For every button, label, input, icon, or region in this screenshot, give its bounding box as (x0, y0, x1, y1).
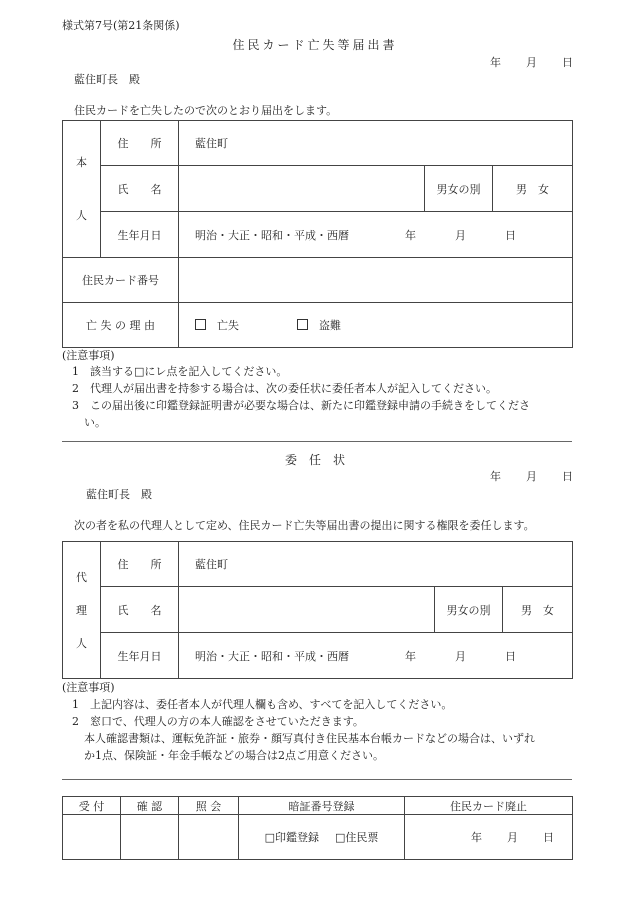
office-card-abolition-cell[interactable] (405, 815, 573, 860)
proxy-date-day-label: 日 (562, 470, 573, 483)
proxy-title: 委 任 状 (284, 453, 345, 467)
notes2-item: 1 上記内容は、委任者本人が代理人欄も含め、すべてを記入してください。 (72, 698, 453, 711)
date-year-label: 年 (490, 56, 501, 69)
proxy-name-label: 氏 名 (101, 587, 179, 633)
form-number: 様式第7号(第21条関係) (62, 19, 180, 32)
birth-day-label: 日 (505, 228, 516, 242)
office-inquiry-cell[interactable] (179, 815, 239, 860)
addressee: 藍住町長 殿 (74, 73, 140, 86)
date-month-label: 月 (526, 56, 537, 69)
resident-record-option[interactable]: □住民票 (335, 831, 379, 844)
notes2-detail: か1点、保険証・年金手帳などの場合は2点ご用意ください。 (84, 749, 384, 762)
notes2-heading: (注意事項) (62, 681, 115, 694)
applicant-side-label: 本 人 (63, 121, 101, 258)
divider (62, 779, 572, 780)
proxy-birthdate-label: 生年月日 (101, 633, 179, 679)
proxy-address-label: 住 所 (101, 542, 179, 587)
seal-registration-option[interactable]: □印鑑登録 (264, 831, 319, 844)
notes2-item: 2 窓口で、代理人の方の本人確認をさせていただきます。 (72, 715, 364, 728)
notes1-item: 1 該当する□にレ点を記入してください。 (72, 365, 288, 378)
notes1-item: 3 この届出後に印鑑登録証明書が必要な場合は、新たに印鑑登録申請の手続きをしてくださ (72, 399, 530, 412)
proxy-gender-field[interactable]: 男 女 (503, 587, 573, 633)
proxy-birth-month-label: 月 (455, 649, 466, 663)
name-field[interactable] (179, 166, 425, 212)
birth-year-label: 年 (405, 228, 416, 242)
proxy-side-label: 代 理 人 (63, 542, 101, 679)
intro-text: 住民カードを亡失したので次のとおり届出をします。 (74, 104, 338, 117)
proxy-statement: 次の者を私の代理人として定め、住民カード亡失等届出書の提出に関する権限を委任します。 (74, 519, 535, 532)
office-header-inquiry: 照 会 (179, 797, 239, 815)
office-confirmation-cell[interactable] (121, 815, 179, 860)
reason-label: 亡 失 の 理 由 (63, 303, 179, 348)
applicant-table (62, 120, 573, 348)
card-number-label: 住民カード番号 (63, 258, 179, 303)
office-reception-cell[interactable] (63, 815, 121, 860)
proxy-date-month-label: 月 (526, 470, 537, 483)
birthdate-label: 生年月日 (101, 212, 179, 258)
notes1-heading: (注意事項) (62, 349, 115, 362)
proxy-table (62, 541, 573, 679)
office-use-table (62, 796, 573, 860)
notes1-item: 2 代理人が届出書を持参する場合は、次の委任状に委任者本人が記入してください。 (72, 382, 497, 395)
reason-stolen-label: 盗難 (319, 319, 341, 332)
proxy-era-options[interactable]: 明治・大正・昭和・平成・西暦 (195, 649, 349, 663)
reason-lost-label: 亡失 (217, 319, 239, 332)
proxy-birth-year-label: 年 (405, 649, 416, 663)
proxy-birth-day-label: 日 (505, 649, 516, 663)
name-label: 氏 名 (101, 166, 179, 212)
abolition-month-label: 月 (507, 831, 518, 844)
birth-month-label: 月 (455, 228, 466, 242)
reason-stolen-checkbox[interactable] (297, 319, 308, 330)
office-header-pin-registration: 暗証番号登録 (239, 797, 405, 815)
reason-lost-checkbox[interactable] (195, 319, 206, 330)
date-day-label: 日 (562, 56, 573, 69)
proxy-addressee: 藍住町長 殿 (86, 488, 152, 501)
office-header-card-abolition: 住民カード廃止 (405, 797, 573, 815)
notes2-detail: 本人確認書類は、運転免許証・旅券・顔写真付き住民基本台帳カードなどの場合は、いずれ (84, 732, 535, 745)
proxy-gender-label: 男女の別 (435, 587, 503, 633)
address-field[interactable]: 藍住町 (179, 121, 573, 166)
card-number-field[interactable] (179, 258, 573, 303)
proxy-name-field[interactable] (179, 587, 435, 633)
address-label: 住 所 (101, 121, 179, 166)
abolition-year-label: 年 (471, 831, 482, 844)
abolition-day-label: 日 (543, 831, 554, 844)
office-pin-registration-cell[interactable] (239, 815, 405, 860)
proxy-birthdate-field[interactable] (179, 633, 573, 679)
office-header-confirmation: 確 認 (121, 797, 179, 815)
office-header-reception: 受 付 (63, 797, 121, 815)
proxy-date-year-label: 年 (490, 470, 501, 483)
notes1-item-continued: い。 (84, 416, 106, 429)
reason-field (179, 303, 573, 348)
proxy-address-field[interactable]: 藍住町 (179, 542, 573, 587)
era-options[interactable]: 明治・大正・昭和・平成・西暦 (195, 228, 349, 242)
divider (62, 441, 572, 442)
page-title: 住民カード亡失等届出書 (232, 38, 398, 52)
birthdate-field[interactable] (179, 212, 573, 258)
gender-field[interactable]: 男 女 (493, 166, 573, 212)
gender-label: 男女の別 (425, 166, 493, 212)
